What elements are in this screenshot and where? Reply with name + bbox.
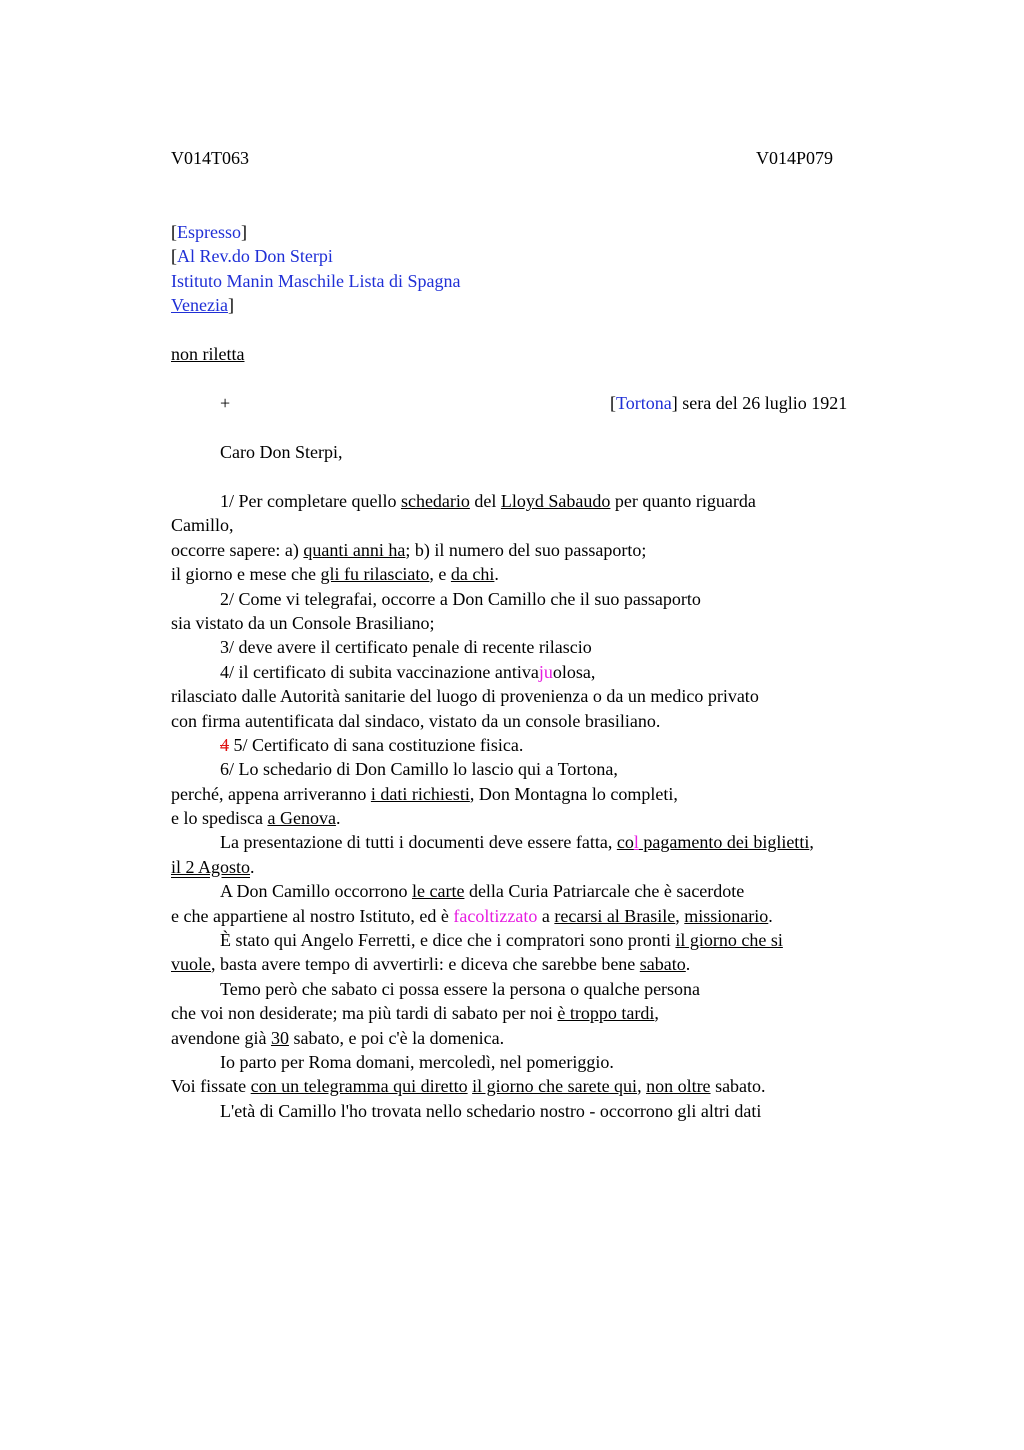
letter-line: È stato qui Angelo Ferretti, e dice che i compratori sono pronti il giorno che si [220, 930, 783, 951]
note-non-riletta: non riletta [171, 344, 245, 364]
letter-line: occorre sapere: a) quanti anni ha; b) il numero del suo passaporto; [171, 539, 647, 560]
letter-line: avendone già 30 sabato, e poi c'è la domenica. [171, 1027, 505, 1048]
letter-line: il 2 Agosto. [171, 856, 255, 877]
struck-number: 4 [220, 734, 229, 755]
espresso-label: Espresso [177, 222, 241, 242]
letter-body [171, 489, 911, 1123]
header-right-code: V014P079 [756, 148, 834, 168]
letter-line: Io parto per Roma domani, mercoledì, nel pomeriggio. [220, 1051, 614, 1072]
dateline-date: sera del 26 luglio 1921 [682, 393, 848, 413]
letter-line: L'età di Camillo l'ho trovata nello schedario nostro - occorrono gli altri dati [220, 1100, 762, 1121]
letter-line: 2/ Come vi telegrafai, occorre a Don Camillo che il suo passaporto [220, 588, 701, 609]
dateline: [Tortona] sera del 26 luglio 1921 [610, 393, 848, 413]
letter-line: 3/ deve avere il certificato penale di recente rilascio [220, 637, 592, 658]
recipient-label: Al Rev.do Don Sterpi [177, 246, 333, 266]
address-institute: Istituto Manin Maschile Lista di Spagna [171, 271, 461, 291]
letter-line: Camillo, [171, 515, 234, 536]
dateline-place: Tortona [616, 393, 672, 413]
correction-text: l [633, 832, 639, 853]
letter-line: il giorno e mese che gli fu rilasciato, e da chi. [171, 564, 499, 585]
letter-line: 6/ Lo schedario di Don Camillo lo lascio qui a Tortona, [220, 759, 618, 780]
letter-line: 4 5/ Certificato di sana costituzione fisica. [220, 734, 524, 755]
greeting: Caro Don Sterpi, [220, 442, 343, 462]
letter-line: perché, appena arriveranno i dati richiesti, Don Montagna lo completi, [171, 783, 678, 804]
address-espresso: [Espresso] [171, 222, 247, 242]
letter-line: e che appartiene al nostro Istituto, ed è facoltizzato a recarsi al Brasile, missionario. [171, 905, 773, 926]
letter-line: e lo spedisca a Genova. [171, 808, 341, 829]
header-left-code: V014T063 [171, 148, 249, 168]
address-city: Venezia] [171, 295, 234, 315]
city-label: Venezia [171, 295, 228, 315]
letter-line: rilasciato dalle Autorità sanitarie del luogo di provenienza o da un medico privato [171, 686, 759, 707]
correction-text: facoltizzato [453, 905, 538, 926]
letter-line: La presentazione di tutti i documenti deve essere fatta, col pagamento dei biglietti, [220, 832, 814, 853]
letter-line: Temo però che sabato ci possa essere la persona o qualche persona [220, 978, 701, 999]
letter-line: sia vistato da un Console Brasiliano; [171, 612, 435, 633]
letter-line: vuole, basta avere tempo di avvertirli: e diceva che sarebbe bene sabato. [171, 954, 691, 975]
correction-text: ju [538, 661, 553, 682]
letter-line: 1/ Per completare quello schedario del Lloyd Sabaudo per quanto riguarda [220, 491, 756, 511]
letter-line: 4/ il certificato di subita vaccinazione antivajuolosa, [220, 661, 596, 682]
dateline-cross: + [220, 393, 231, 413]
letter-line: che voi non desiderate; ma più tardi di sabato per noi è troppo tardi, [171, 1003, 659, 1024]
letter-line: A Don Camillo occorrono le carte della Curia Patriarcale che è sacerdote [220, 881, 745, 902]
address-recipient: [Al Rev.do Don Sterpi [171, 246, 333, 266]
letter-line: Voi fissate con un telegramma qui diretto il giorno che sarete qui, non oltre sabato. [171, 1076, 766, 1097]
letter-line: con firma autentificata dal sindaco, vistato da un console brasiliano. [171, 710, 661, 731]
